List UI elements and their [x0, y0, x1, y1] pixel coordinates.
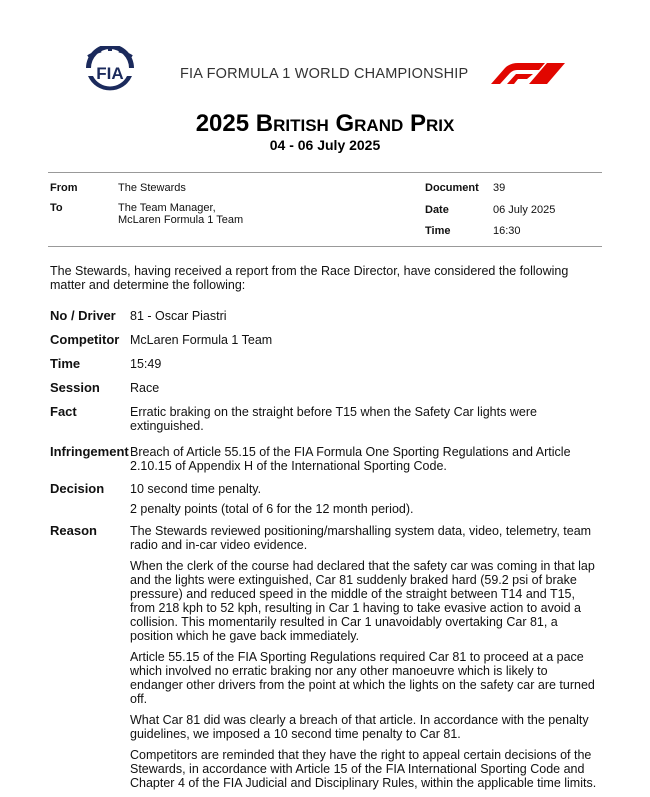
from-label: From — [50, 182, 78, 194]
infringement-label: Infringement — [50, 444, 129, 459]
decision-value — [130, 482, 602, 522]
decision-line: 2 penalty points (total of 6 for the 12 month period). — [130, 502, 414, 516]
reason-label: Reason — [50, 523, 97, 538]
grand-prix-word-2: Grand — [335, 110, 404, 137]
grand-prix-word-1: British — [255, 110, 329, 137]
grand-prix-year: 2025 — [195, 110, 250, 137]
from-value: The Stewards — [118, 182, 186, 194]
to-value-line-1: The Team Manager, — [118, 202, 216, 214]
document-header — [0, 0, 650, 100]
time-label: Time — [425, 225, 451, 237]
fact-value: Erratic braking on the straight before T15 when the Safety Car lights were extinguished. — [130, 405, 537, 433]
competitor-label: Competitor — [50, 332, 120, 347]
driver-label: No / Driver — [50, 308, 116, 323]
document-value: 39 — [493, 182, 506, 194]
fia-logo — [80, 46, 140, 94]
time-value: 16:30 — [493, 225, 521, 237]
infringement-value: Breach of Article 55.15 of the FIA Formula One Sporting Regulations and Article 2.10.15 of Appendix H of the International Sporting Code. — [130, 445, 571, 473]
document-label: Document — [425, 182, 479, 194]
grand-prix-title — [0, 110, 650, 138]
session-value: Race — [130, 381, 160, 395]
date-value: 06 July 2025 — [493, 204, 556, 216]
decision-line: 10 second time penalty. — [130, 482, 262, 496]
championship-title: FIA FORMULA 1 WORLD CHAMPIONSHIP — [180, 66, 469, 82]
incident-time-value: 15:49 — [130, 357, 162, 371]
grand-prix-dates: 04 - 06 July 2025 — [269, 137, 381, 153]
fia-logo-text: FIA — [96, 64, 124, 83]
fact-label: Fact — [50, 404, 77, 419]
competitor-value: McLaren Formula 1 Team — [130, 333, 273, 347]
reason-paragraph: The Stewards reviewed positioning/marshalling system data, video, telemetry, team radio and in-car video evidence. — [130, 524, 592, 552]
f1-logo — [487, 62, 567, 84]
reason-paragraph: When the clerk of the course had declared that the safety car was coming in that lap and the lights were extinguished, Car 81 suddenly braked hard (59.2 psi of brake pressure) and reduced speed in the middle of the straight between T14 and T15, from 218 kph to 52 kph, resulting in Car 1 having to take evasive action to avoid a collision. This momentarily resulted in Car 1 unavoidably overtaking Car 81, a position which he gave back immediately. — [130, 559, 595, 643]
reason-paragraph: Article 55.15 of the FIA Sporting Regulations required Car 81 to proceed at a pace which involved no erratic braking nor any other manoeuvre which is likely to endanger other drivers from the point at which the lights on the safety car are turned off. — [130, 650, 595, 706]
decision-label: Decision — [50, 481, 105, 496]
session-label: Session — [50, 380, 100, 395]
grand-prix-word-3: Prix — [409, 110, 455, 137]
reason-paragraph: Competitors are reminded that they have the right to appeal certain decisions of the Stewards, in accordance with Article 15 of the FIA International Sporting Code and Chapter 4 of the FIA Judicial and Disciplinary Rules, within the applicable time limits. — [130, 748, 597, 790]
meta-top-divider — [48, 172, 602, 173]
meta-bottom-divider — [48, 246, 602, 247]
date-label: Date — [425, 204, 449, 216]
reason-value — [130, 524, 602, 797]
to-value-line-2: McLaren Formula 1 Team — [118, 214, 244, 226]
driver-value: 81 - Oscar Piastri — [130, 309, 227, 323]
to-label: To — [50, 202, 63, 214]
incident-time-label: Time — [50, 356, 81, 371]
intro-paragraph: The Stewards, having received a report from the Race Director, have considered the following matter and determine the following: — [50, 264, 569, 292]
reason-paragraph: What Car 81 did was clearly a breach of that article. In accordance with the penalty guidelines, we imposed a 10 second time penalty to Car 81. — [130, 713, 589, 741]
